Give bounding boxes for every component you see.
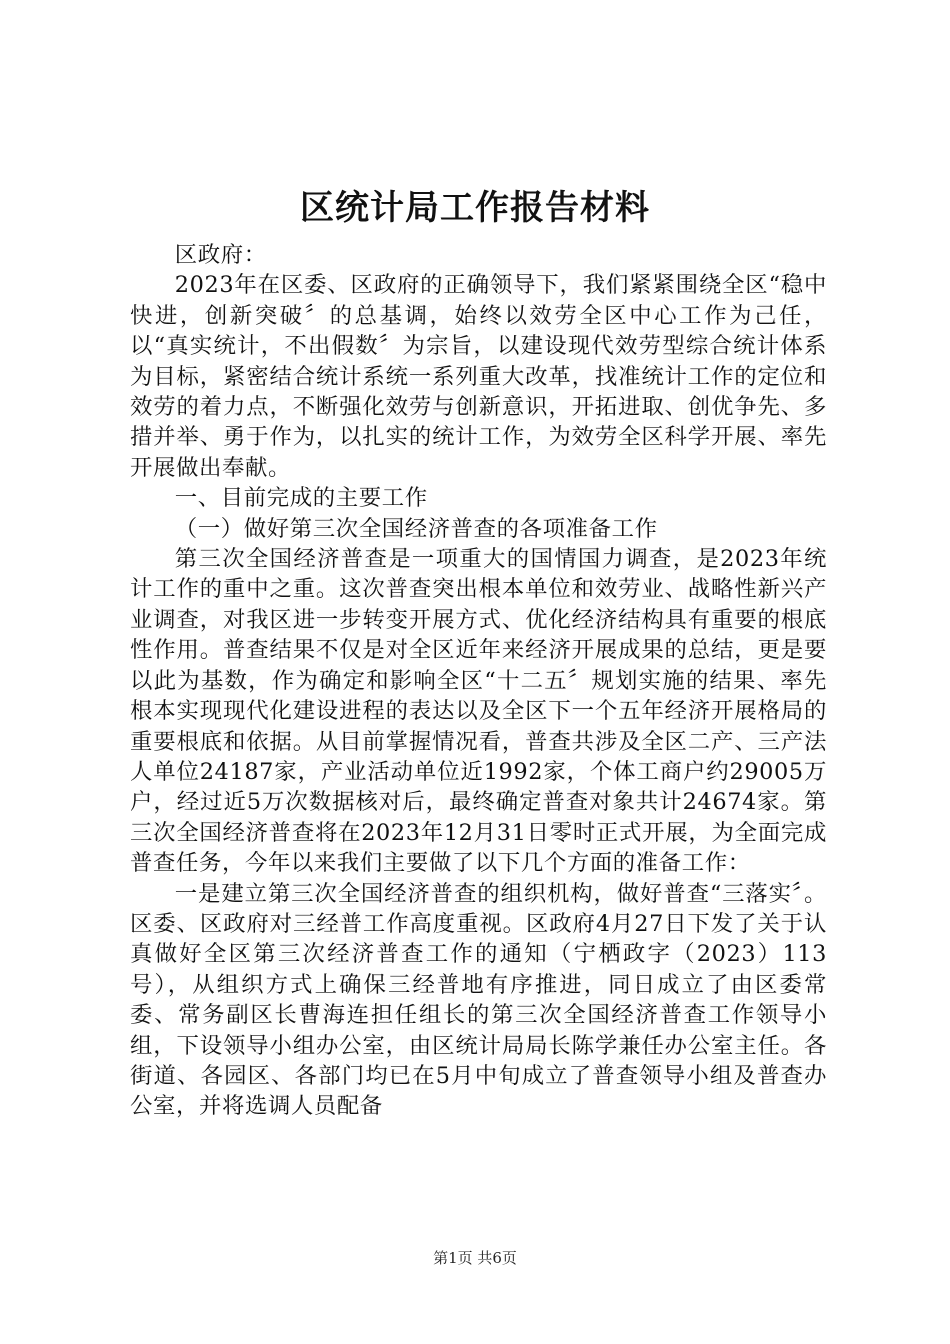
subsection-heading: （一）做好第三次全国经济普查的各项准备工作 bbox=[174, 515, 658, 542]
paragraph-intro: 2023年在区委、区政府的正确领导下，我们紧紧围绕全区“稳中快进，创新突破〞的总基调，始终以效劳全区中心工作为己任，以“真实统计，不出假数〞为宗旨，以建设现代效劳型综合统计体系为目标，紧密结合统计系统一系列重大改革，找准统计工作的定位和效劳的着力点，不断强化效劳与创新意识，开拓进取、创优争先、多措并举、勇于作为，以扎实的统计工作，为效劳全区科学开展、率先开展做出奉献。 bbox=[130, 272, 827, 481]
salutation: 区政府： bbox=[174, 242, 267, 268]
document-title: 区统计局工作报告材料 bbox=[300, 188, 650, 228]
section-heading: 一、目前完成的主要工作 bbox=[174, 485, 428, 512]
page-footer: 第1页 共6页 bbox=[433, 1249, 517, 1267]
paragraph-organization: 一是建立第三次全国经济普查的组织机构，做好普查“三落实〞。区委、区政府对三经普工作高度重视。区政府4月27日下发了关于认真做好全区第三次经济普查工作的通知（宁栖政字（2023）113号），从组织方式上确保三经普地有序推进，同日成立了由区委常委、常务副区长曹海连担任组长的第三次全国经济普查工作领导小组，下设领导小组办公室，由区统计局局长陈学兼任办公室主任。各街道、各园区、各部门均已在5月中旬成立了普查领导小组及普查办公室，并将选调人员配备 bbox=[130, 880, 827, 1120]
paragraph-census: 第三次全国经济普查是一项重大的国情国力调查，是2023年统计工作的重中之重。这次普查突出根本单位和效劳业、战略性新兴产业调查，对我区进一步转变开展方式、优化经济结构具有重要的根底性作用。普查结果不仅是对全区近年来经济开展成果的总结，更是要以此为基数，作为确定和影响全区“十二五〞规划实施的结果、率先根本实现现代化建设进程的表达以及全区下一个五年经济开展格局的重要根底和依据。从目前掌握情况看，普查共涉及全区二产、三产法人单位24187家，产业活动单位近1992家，个体工商户约29005万户，经过近5万次数据核对后，最终确定普查对象共计24674家。第三次全国经济普查将在2023年12月31日零时正式开展，为全面完成普查任务，今年以来我们主要做了以下几个方面的准备工作： bbox=[130, 546, 827, 877]
document-body bbox=[130, 240, 827, 1122]
